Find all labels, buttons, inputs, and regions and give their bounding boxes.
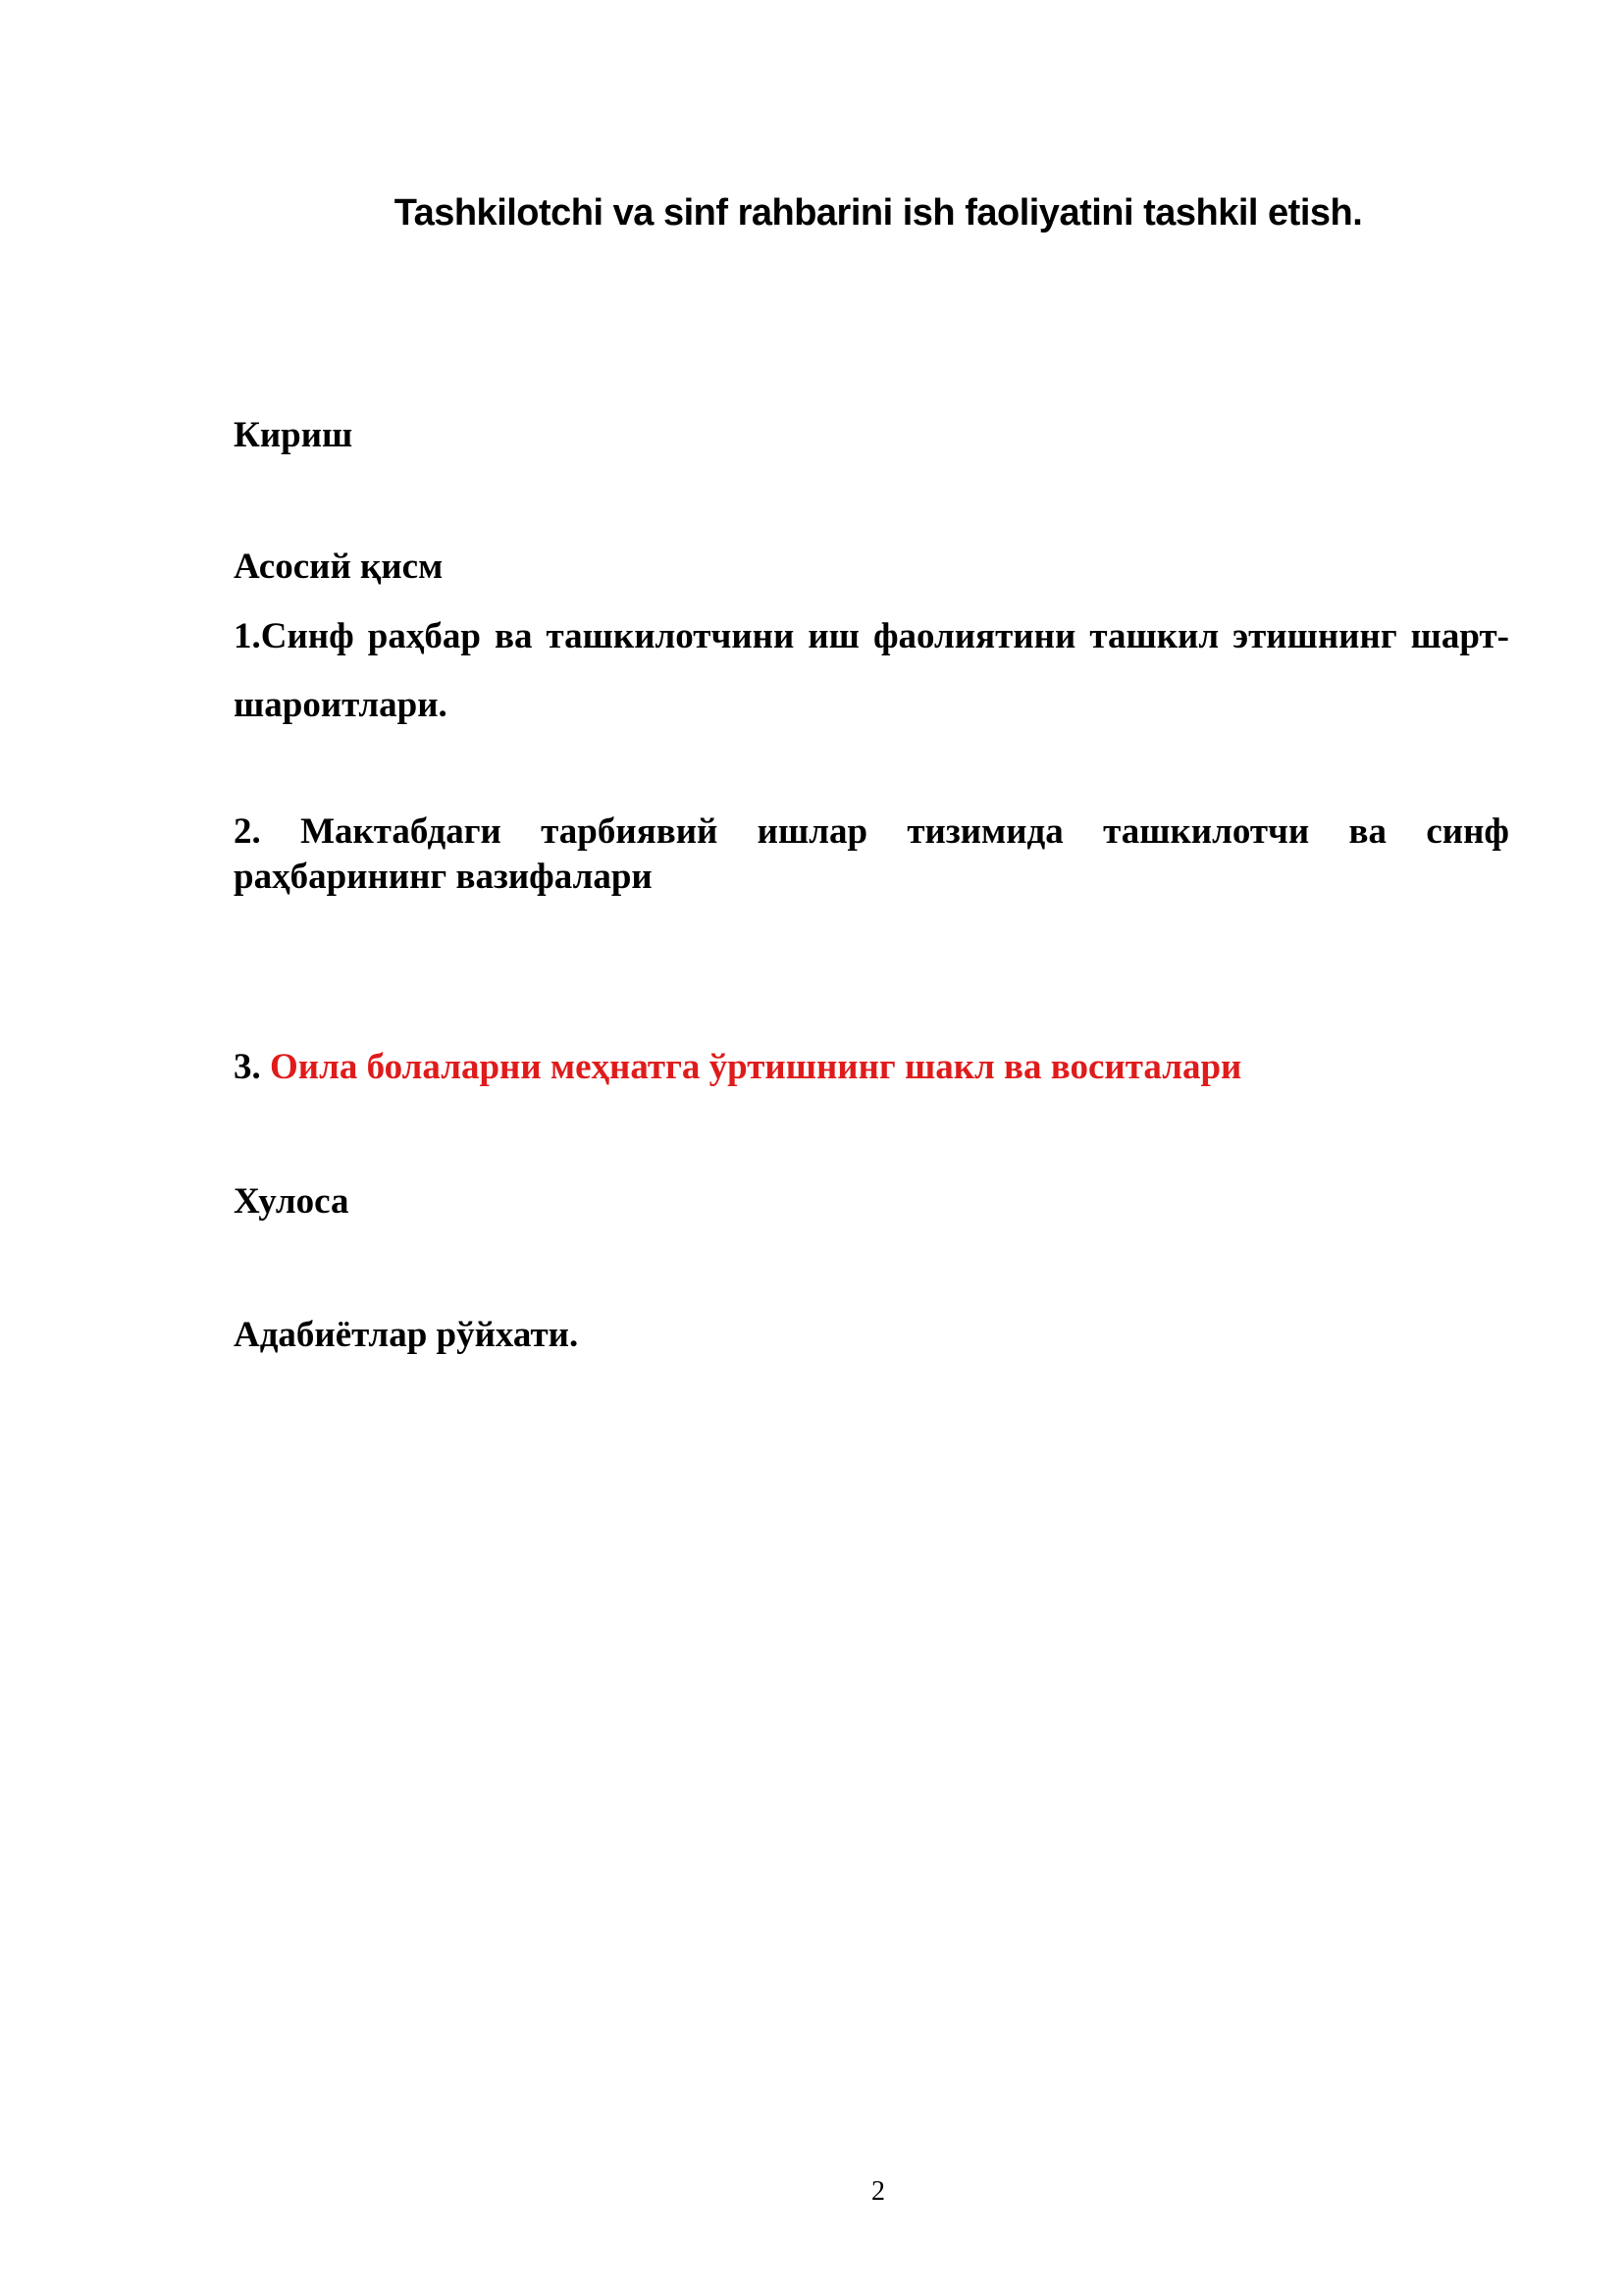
section-intro: Кириш	[234, 415, 353, 455]
page-number: 2	[871, 2176, 885, 2207]
section-references: Адабиётлар рўйхати.	[234, 1315, 579, 1355]
toc-item-1: 1.Синф раҳбар ва ташкилотчини иш фаолиятини ташкил этишнинг шарт-шароитлари.	[234, 616, 1509, 725]
toc-item-2: 2. Мактабдаги тарбиявий ишлар тизимида ташкилотчи ва синф раҳбарининг вазифалари	[234, 811, 1509, 897]
toc-item-3-number: 3.	[234, 1047, 270, 1087]
section-main-part: Асосий қисм	[234, 547, 444, 587]
toc-item-3-text: Оила болаларни меҳнатга ўртишнинг шакл ва воситалари	[270, 1047, 1242, 1087]
toc-item-3	[234, 1045, 1509, 1090]
document-title: Tashkilotchi va sinf rahbarini ish faoliyatini tashkil etish.	[393, 192, 1363, 234]
section-conclusion: Хулоса	[234, 1181, 349, 1222]
